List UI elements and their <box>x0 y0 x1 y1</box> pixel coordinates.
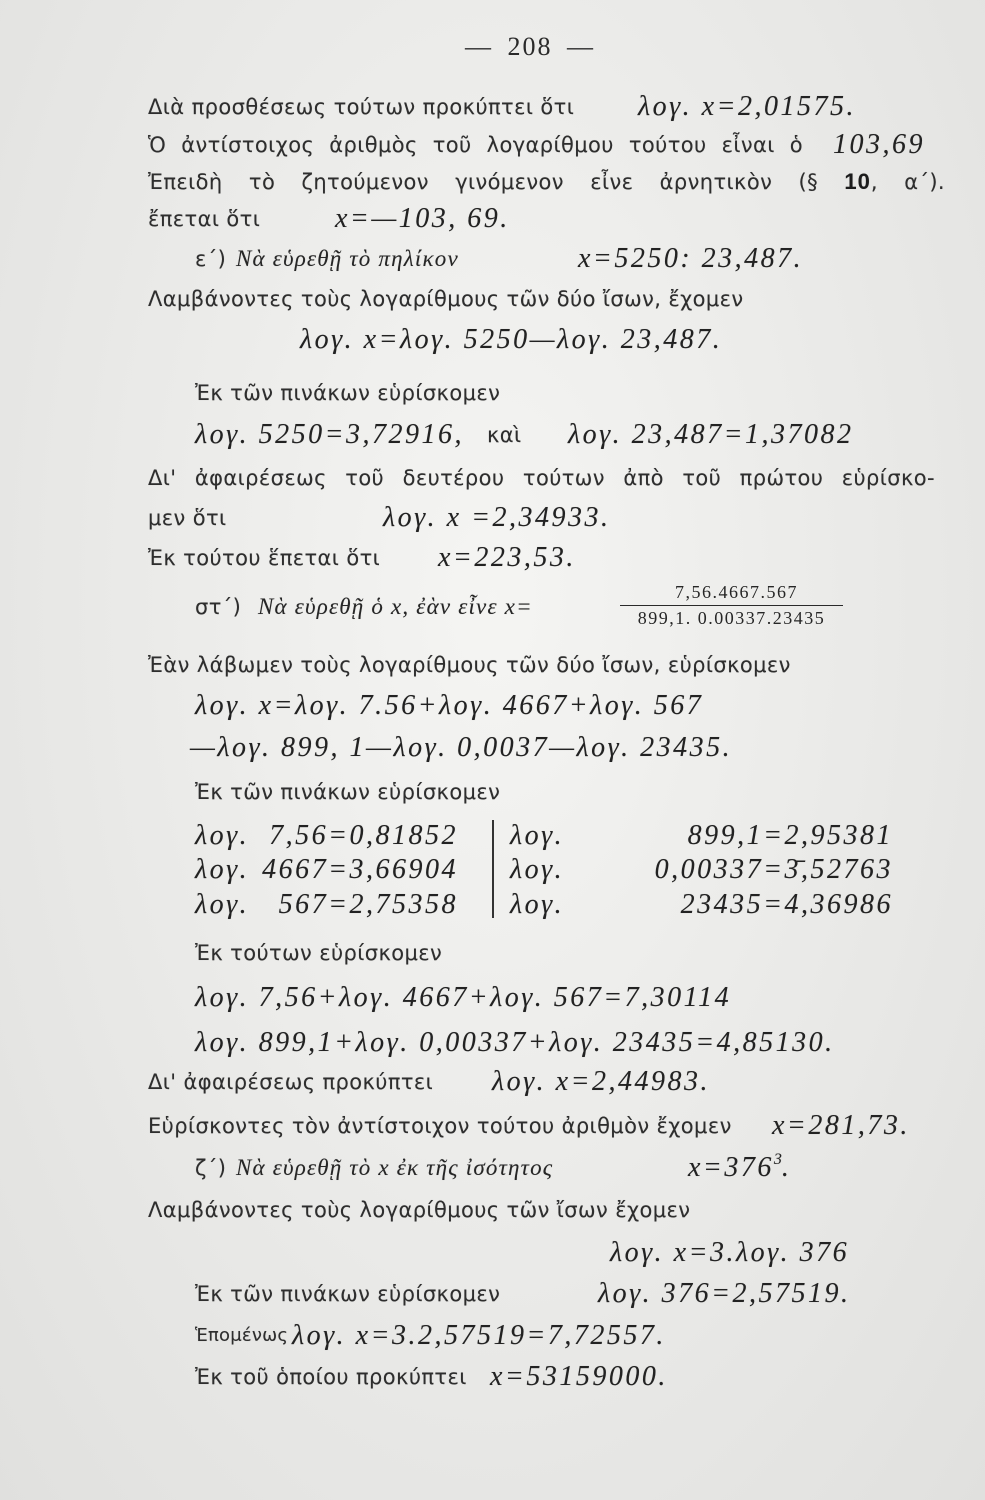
equation-line <box>0 982 985 1014</box>
text-line <box>0 1194 985 1226</box>
table-column-divider <box>492 820 494 918</box>
text-line <box>0 649 985 681</box>
exercise-line <box>0 1152 985 1184</box>
math-expression: x=281,73. <box>772 1110 910 1141</box>
line-text: Ἐκ τούτου ἕπεται ὅτι <box>148 546 381 570</box>
math-expression: λογ. 899,1+λογ. 0,00337+λογ. 23435=4,85130. <box>195 1027 835 1058</box>
math-expression: λογ. x=2,01575. <box>638 91 856 122</box>
text-line <box>0 1361 985 1393</box>
table-log-prefix: λογ. <box>195 820 250 851</box>
conjunction-text: καὶ <box>487 423 522 447</box>
equation-line <box>0 1027 985 1059</box>
section-reference: 10 <box>844 169 871 194</box>
fraction-numerator: 7,56.4667.567 <box>675 582 798 602</box>
equation-line <box>0 732 985 764</box>
text-line <box>0 129 985 161</box>
line-text: Ὁ ἀντίστοιχος ἀριθμὸς τοῦ λογαρίθμου τούτου εἶναι ὁ <box>148 133 803 157</box>
line-text: Ἐκ τῶν πινάκων εὑρίσκομεν <box>195 1282 501 1306</box>
table-log-prefix: λογ. <box>510 820 565 851</box>
math-exponent: 3 <box>773 1151 782 1168</box>
table-log-value: 7,56=0,81852 <box>269 820 458 851</box>
math-expression: λογ. 5250=3,72916, <box>195 419 465 450</box>
math-expression: λογ. x=3.2,57519=7,72557. <box>292 1320 666 1351</box>
math-expression: λογ. x=λογ. 5250—λογ. 23,487. <box>300 324 723 355</box>
line-text: Δι' ἀφαιρέσεως προκύπτει <box>148 1070 434 1094</box>
line-text: Διὰ προσθέσεως τούτων προκύπτει ὅτι <box>148 95 575 119</box>
text-line <box>0 1320 985 1352</box>
table-log-value: 23435=4,36986 <box>680 889 893 920</box>
line-text <box>148 166 945 198</box>
page-number: — 208 — <box>465 32 595 61</box>
table-log-value: 4667=3,66904 <box>262 854 458 885</box>
table-log-prefix: λογ. <box>510 889 565 920</box>
equation-line <box>0 690 985 722</box>
line-text: Ἐὰν λάβωμεν τοὺς λογαρίθμους τῶν δύο ἴσων, εὑρίσκομεν <box>148 653 791 677</box>
text-line <box>0 1066 985 1098</box>
line-text: Ἐκ τοῦ ὁποίου προκύπτει <box>195 1365 467 1389</box>
table-log-prefix: λογ. <box>195 889 250 920</box>
math-expression: —λογ. 899, 1—λογ. 0,0037—λογ. 23435. <box>190 732 733 763</box>
text-line <box>0 1278 985 1310</box>
exercise-label: ε΄) <box>195 247 227 271</box>
math-expression: λογ. 7,56+λογ. 4667+λογ. 567=7,30114 <box>195 982 732 1013</box>
equation-line <box>0 324 985 356</box>
math-expression: λογ. x=2,44983. <box>492 1066 710 1097</box>
line-text: Λαμβάνοντες τοὺς λογαρίθμους τῶν δύο ἴσων, ἔχομεν <box>148 287 744 311</box>
text-line <box>0 542 985 574</box>
fraction <box>620 580 843 630</box>
text-line <box>0 166 985 198</box>
exercise-prompt: Νὰ εὑρεθῇ τὸ πηλίκον <box>236 246 459 271</box>
table-log-value: 567=2,75358 <box>278 889 458 920</box>
text-line <box>0 283 985 315</box>
text-line <box>0 937 985 969</box>
line-text: Εὑρίσκοντες τὸν ἀντίστοιχον τούτου ἀριθμὸν ἔχομεν <box>148 1114 732 1138</box>
math-expression: λογ. x=3.λογ. 376 <box>610 1237 850 1268</box>
table-log-value: 0,00337=3̄,52763 <box>654 854 893 885</box>
line-text: Ἐκ τούτων εὑρίσκομεν <box>195 941 443 965</box>
exercise-prompt: Νὰ εὑρεθῇ ὁ x, ἐὰν εἶνε x= <box>258 594 533 619</box>
math-base: x=376 <box>688 1152 774 1183</box>
math-expression: x=5250: 23,487. <box>578 243 804 274</box>
exercise-label: ζ΄) <box>195 1156 227 1180</box>
line-text: Ἑπομένως <box>195 1325 289 1346</box>
text-line <box>0 776 985 808</box>
math-expression: x=53159000. <box>490 1361 668 1392</box>
exercise-line <box>0 243 985 275</box>
text-line <box>0 1110 985 1142</box>
line-text-end: , α΄). <box>870 170 946 194</box>
line-text-start: Ἐπειδὴ τὸ ζητούμενον γινόμενον εἶνε ἀρνητικὸν (§ <box>148 170 819 194</box>
exercise-prompt: Νὰ εὑρεθῇ τὸ x ἐκ τῆς ἰσότητος <box>236 1155 554 1180</box>
table-log-value: 899,1=2,95381 <box>687 820 893 851</box>
text-line <box>0 91 985 123</box>
line-text: μεν ὅτι <box>148 506 227 530</box>
math-expression: λογ. 23,487=1,37082 <box>568 419 854 450</box>
fraction-denominator: 899,1. 0.00337.23435 <box>620 605 843 630</box>
table-log-prefix: λογ. <box>195 854 250 885</box>
math-expression <box>688 1152 791 1184</box>
table-log-prefix: λογ. <box>510 854 565 885</box>
math-expression: x=223,53. <box>438 542 576 573</box>
exercise-label: στ΄) <box>195 595 242 619</box>
equation-line <box>0 419 985 451</box>
equation-line <box>0 1237 985 1269</box>
line-text: Δι' ἀφαιρέσεως τοῦ δευτέρου τούτων ἀπὸ τοῦ πρώτου εὑρίσκο- <box>148 466 935 490</box>
text-line <box>0 203 985 235</box>
text-line <box>0 377 985 409</box>
text-line <box>0 502 985 534</box>
math-expression: 103,69 <box>833 129 925 160</box>
math-expression: λογ. x=λογ. 7.56+λογ. 4667+λογ. 567 <box>195 690 704 721</box>
math-end: . <box>781 1152 792 1183</box>
line-text: Ἐκ τῶν πινάκων εὑρίσκομεν <box>195 381 501 405</box>
math-expression: λογ. 376=2,57519. <box>598 1278 851 1309</box>
line-text: Ἐκ τῶν πινάκων εὑρίσκομεν <box>195 780 501 804</box>
math-expression: x=—103, 69. <box>335 203 510 234</box>
math-expression: λογ. x =2,34933. <box>383 502 611 533</box>
line-text: Λαμβάνοντες τοὺς λογαρίθμους τῶν ἴσων ἔχομεν <box>148 1198 691 1222</box>
line-text: ἔπεται ὅτι <box>148 207 261 231</box>
text-line <box>0 462 985 494</box>
